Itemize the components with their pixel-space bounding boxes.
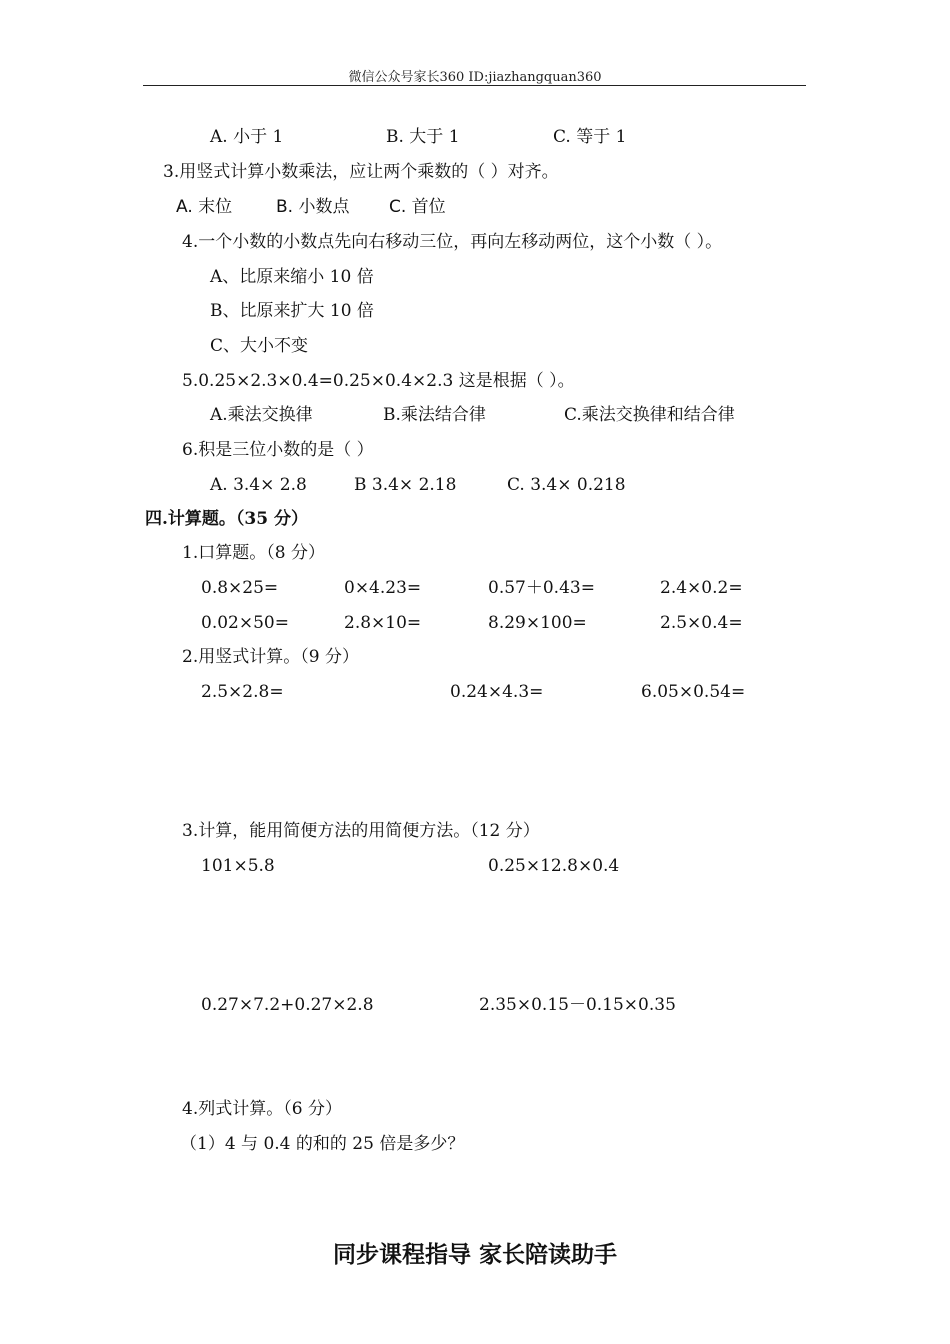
q3-stem: 3.用竖式计算小数乘法，应让两个乘数的（ ）对齐。 [163, 162, 559, 182]
q6-option-c: C. 3.4× 0.218 [507, 475, 626, 495]
vertical-calc-item: 2.5×2.8= [201, 682, 284, 702]
q6-option-b: B 3.4× 2.18 [354, 475, 457, 495]
oral-calc-item: 0.8×25= [201, 578, 279, 598]
oral-calc-item: 2.4×0.2= [660, 578, 743, 598]
q2-option-c: C. 等于 1 [553, 127, 627, 147]
oral-calc-item: 0×4.23= [344, 578, 422, 598]
q2-option-a: A. 小于 1 [210, 127, 284, 147]
q4-stem: 4.一个小数的小数点先向右移动三位，再向左移动两位，这个小数（ ）。 [182, 232, 723, 252]
q4-option-c: C、大小不变 [210, 336, 309, 356]
q3-option-a: A. 末位 [176, 197, 233, 217]
q5-stem: 5.0.25×2.3×0.4=0.25×0.4×2.3 这是根据（ ）。 [182, 371, 575, 391]
part2-title: 2.用竖式计算。（9 分） [182, 647, 359, 667]
q5-option-c: C.乘法交换律和结合律 [564, 405, 735, 425]
q3-option-b: B. 小数点 [276, 197, 350, 217]
oral-calc-item: 8.29×100= [488, 613, 587, 633]
simplify-calc-item: 0.25×12.8×0.4 [488, 856, 620, 876]
oral-calc-item: 2.5×0.4= [660, 613, 743, 633]
q5-option-b: B.乘法结合律 [383, 405, 486, 425]
section-4-title: 四.计算题。（35 分） [145, 509, 308, 529]
q6-option-a: A. 3.4× 2.8 [210, 475, 307, 495]
page-footer: 同步课程指导 家长陪读助手 [332, 1242, 617, 1268]
part1-title: 1.口算题。（8 分） [182, 543, 325, 563]
q5-option-a: A.乘法交换律 [210, 405, 313, 425]
vertical-calc-item: 0.24×4.3= [450, 682, 544, 702]
oral-calc-item: 0.57＋0.43= [488, 578, 595, 598]
simplify-calc-item: 2.35×0.15－0.15×0.35 [479, 995, 676, 1015]
q4-option-a: A、比原来缩小 10 倍 [210, 267, 374, 287]
word-problem-1: （1）4 与 0.4 的和的 25 倍是多少？ [180, 1134, 465, 1154]
vertical-calc-item: 6.05×0.54= [641, 682, 746, 702]
oral-calc-item: 0.02×50= [201, 613, 289, 633]
part4-title: 4.列式计算。（6 分） [182, 1099, 342, 1119]
q4-option-b: B、比原来扩大 10 倍 [210, 301, 374, 321]
q6-stem: 6.积是三位小数的是（ ） [182, 440, 374, 460]
header-divider [143, 85, 806, 86]
part3-title: 3.计算，能用简便方法的用简便方法。（12 分） [182, 821, 540, 841]
simplify-calc-item: 0.27×7.2+0.27×2.8 [201, 995, 374, 1015]
page-header: 微信公众号家长360 ID:jiazhangquan360 [348, 70, 602, 85]
q2-option-b: B. 大于 1 [386, 127, 460, 147]
q3-option-c: C. 首位 [389, 197, 446, 217]
oral-calc-item: 2.8×10= [344, 613, 422, 633]
simplify-calc-item: 101×5.8 [201, 856, 275, 876]
